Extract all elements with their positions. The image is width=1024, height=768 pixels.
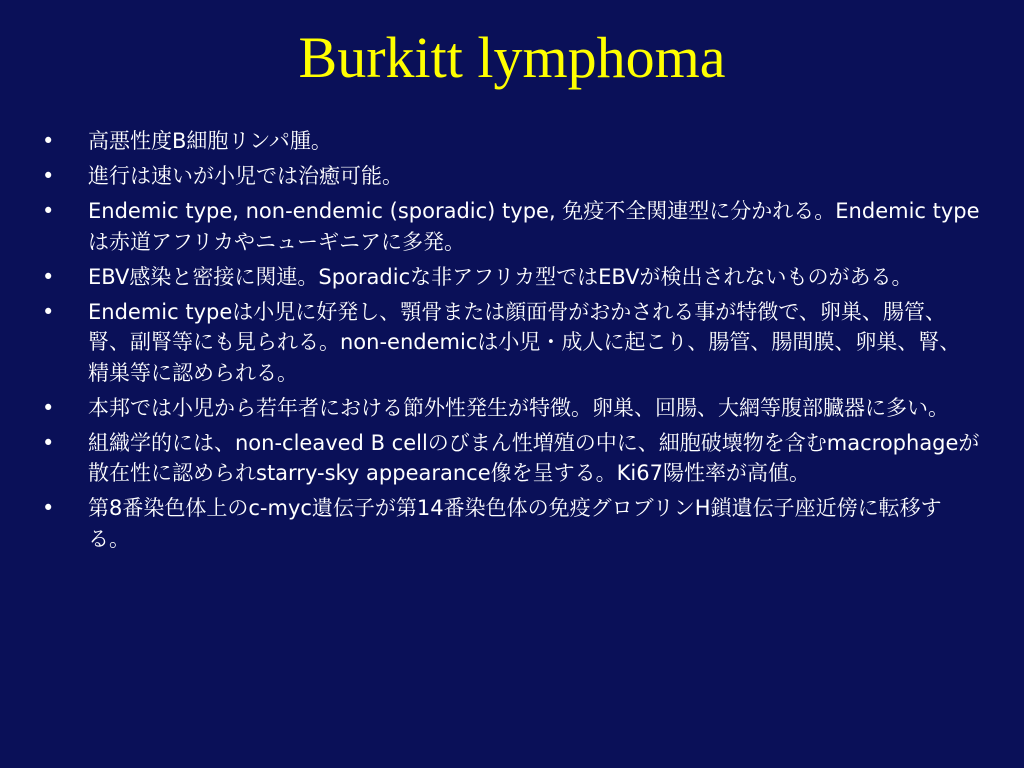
bullet-item (40, 196, 980, 257)
bullet-item (40, 297, 980, 389)
bullet-marker: • (42, 299, 55, 324)
bullet-text: 進行は速いが小児では治癒可能。 (88, 164, 403, 188)
slide-title: Burkitt lymphoma (298, 25, 726, 90)
bullet-item (40, 493, 980, 554)
bullet-marker: • (42, 129, 55, 153)
bullet-text: Endemic typeは小児に好発し、顎骨または顔面骨がおかされる事が特徴で、卵巣、腸管、腎、副腎等にも見られる。non-endemicは小児・成人に起こり、腸管、腸間膜、卵巣、腎、精巣等に認められる。 (88, 299, 961, 385)
bullet-marker: • (42, 199, 55, 223)
bullet-marker: • (42, 395, 55, 420)
bullet-text: 第8番染色体上のc-myc遺伝子が第14番染色体の免疫グロブリンH鎖遺伝子座近傍に転移する。 (88, 496, 942, 551)
bullet-text: 高悪性度B細胞リンパ腫。 (88, 129, 332, 153)
bullet-item (40, 262, 980, 293)
bullet-item (40, 393, 980, 424)
bullet-text: Endemic type, non-endemic (sporadic) type, 免疫不全関連型に分かれる。Endemic typeは赤道アフリカやニューギニアに多発。 (88, 199, 980, 254)
bullet-marker: • (42, 264, 55, 289)
bullet-item (40, 428, 980, 489)
bullet-text: EBV感染と密接に関連。Sporadicな非アフリカ型ではEBVが検出されないものがある。 (88, 264, 913, 289)
bullet-item (40, 161, 980, 192)
bullet-text: 組織学的には、non-cleaved B cellのびまん性増殖の中に、細胞破壊物を含むmacrophageが散在性に認められstarry-sky appearance像を呈する。Ki67陽性率が高値。 (88, 430, 980, 485)
bullet-marker: • (42, 496, 55, 520)
bullet-item (40, 126, 980, 157)
bullet-list (40, 126, 980, 559)
bullet-text: 本邦では小児から若年者における節外性発生が特徴。卵巣、回腸、大網等腹部臓器に多い。 (88, 395, 949, 420)
bullet-marker: • (42, 164, 55, 188)
bullet-marker: • (42, 430, 55, 455)
